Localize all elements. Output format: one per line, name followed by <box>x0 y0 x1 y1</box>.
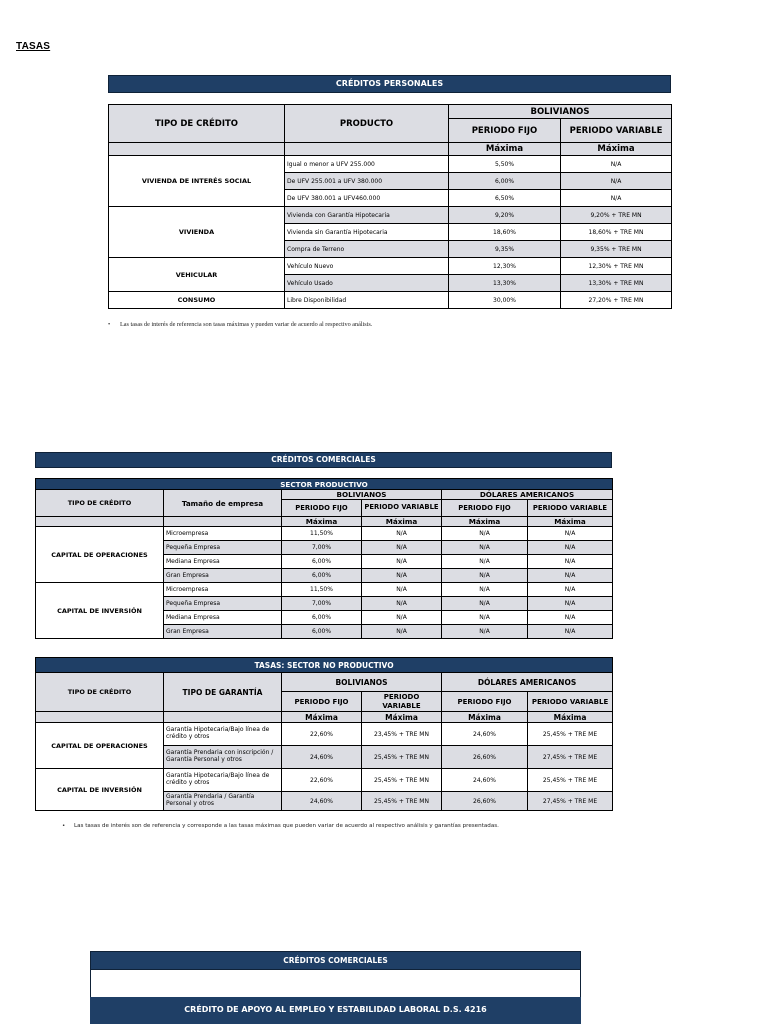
rate-variable-cell: 18,60% + TRE MN <box>561 224 672 241</box>
rate-cell: 6,00% <box>282 569 362 583</box>
rate-cell: N/A <box>442 569 528 583</box>
rate-variable-cell: 13,30% + TRE MN <box>561 275 672 292</box>
rate-cell: 24,60% <box>282 746 362 769</box>
rate-cell: N/A <box>362 597 442 611</box>
page-title: TASAS <box>16 41 51 52</box>
note-text: Las tasas de interés de referencia son tasas máximas y pueden variar de acuerdo al respectivo análisis. <box>120 321 373 328</box>
rate-cell: 25,45% + TRE MN <box>362 792 442 811</box>
rate-fijo-cell: 12,30% <box>449 258 561 275</box>
header-periodo-fijo-bs: PERIODO FIJO <box>282 692 362 712</box>
rate-fijo-cell: 9,35% <box>449 241 561 258</box>
guarantee-cell: Garantía Hipotecaria/Bajo línea de crédito y otros <box>164 723 282 746</box>
bullet-icon: • <box>62 823 66 829</box>
rate-cell: 7,00% <box>282 597 362 611</box>
rate-fijo-cell: 30,00% <box>449 292 561 309</box>
header-tipo-garantia: TIPO DE GARANTÍA <box>164 673 282 712</box>
header-bolivianos: BOLIVIANOS <box>282 490 442 500</box>
rate-cell: 23,45% + TRE MN <box>362 723 442 746</box>
header-tamano-empresa: Tamaño de empresa <box>164 490 282 517</box>
productive-sector-table <box>35 478 613 639</box>
rate-cell: 26,60% <box>442 746 528 769</box>
productive-sector-subbanner: SECTOR PRODUCTIVO <box>36 479 613 490</box>
rate-cell: 25,45% + TRE MN <box>362 746 442 769</box>
header-maxima: Máxima <box>442 517 528 527</box>
commercial-credits-banner: CRÉDITOS COMERCIALES <box>35 452 612 468</box>
rate-cell: N/A <box>442 583 528 597</box>
rate-cell: 24,60% <box>442 723 528 746</box>
rate-cell: N/A <box>528 611 613 625</box>
rate-cell: N/A <box>442 527 528 541</box>
rate-cell: 22,60% <box>282 723 362 746</box>
non-productive-sector-table <box>35 657 613 811</box>
rate-variable-cell: 12,30% + TRE MN <box>561 258 672 275</box>
header-periodo-variable-bs: PERIODO VARIABLE <box>362 692 442 712</box>
commercial-credits-banner-2: CRÉDITOS COMERCIALES <box>90 951 581 970</box>
product-cell: Vivienda con Garantía Hipotecaria <box>285 207 449 224</box>
product-cell: Libre Disponibilidad <box>285 292 449 309</box>
product-cell: De UFV 380.001 a UFV460.000 <box>285 190 449 207</box>
product-cell: Vivienda sin Garantía Hipotecaria <box>285 224 449 241</box>
header-tipo-credito: TIPO DE CRÉDITO <box>109 105 285 143</box>
company-size-cell: Gran Empresa <box>164 569 282 583</box>
rate-variable-cell: 9,20% + TRE MN <box>561 207 672 224</box>
header-periodo-fijo-us: PERIODO FIJO <box>442 692 528 712</box>
rate-cell: 24,60% <box>442 769 528 792</box>
note-text: Las tasas de interés son de referencia y corresponde a las tasas máximas que pueden variar de acuerdo al respectivo análisis y garantías presentadas. <box>74 823 499 829</box>
rate-cell: N/A <box>528 555 613 569</box>
company-size-cell: Microempresa <box>164 583 282 597</box>
rate-cell: N/A <box>442 541 528 555</box>
header-periodo-fijo: PERIODO FIJO <box>449 119 561 143</box>
header-periodo-variable-bs: PERIODO VARIABLE <box>362 500 442 517</box>
rate-fijo-cell: 6,00% <box>449 173 561 190</box>
rate-cell: N/A <box>362 555 442 569</box>
header-dolares: DÓLARES AMERICANOS <box>442 490 613 500</box>
group-capital-inversion: CAPITAL DE INVERSIÓN <box>36 583 164 639</box>
product-cell: Igual o menor a UFV 255.000 <box>285 156 449 173</box>
company-size-cell: Microempresa <box>164 527 282 541</box>
employment-credit-box <box>90 951 581 1024</box>
personal-credits-banner: CRÉDITOS PERSONALES <box>108 75 671 93</box>
group-capital-operaciones: CAPITAL DE OPERACIONES <box>36 723 164 769</box>
personal-credits-note <box>108 321 372 328</box>
personal-credits-table <box>108 104 672 309</box>
header-maxima: Máxima <box>442 712 528 723</box>
rate-cell: N/A <box>362 527 442 541</box>
rate-variable-cell: N/A <box>561 156 672 173</box>
header-maxima: Máxima <box>362 712 442 723</box>
header-maxima: Máxima <box>282 517 362 527</box>
rate-cell: 25,45% + TRE MN <box>362 769 442 792</box>
company-size-cell: Mediana Empresa <box>164 555 282 569</box>
product-cell: De UFV 255.001 a UFV 380.000 <box>285 173 449 190</box>
header-maxima-variable: Máxima <box>561 143 672 156</box>
rate-cell: N/A <box>362 541 442 555</box>
rate-cell: 25,45% + TRE ME <box>528 769 613 792</box>
group-consumo: CONSUMO <box>109 292 285 309</box>
rate-variable-cell: 27,20% + TRE MN <box>561 292 672 309</box>
header-maxima: Máxima <box>528 712 613 723</box>
rate-cell: N/A <box>528 597 613 611</box>
rate-cell: 27,45% + TRE ME <box>528 792 613 811</box>
rate-cell: 6,00% <box>282 611 362 625</box>
company-size-cell: Gran Empresa <box>164 625 282 639</box>
group-vivienda: VIVIENDA <box>109 207 285 258</box>
header-periodo-fijo-bs: PERIODO FIJO <box>282 500 362 517</box>
header-periodo-variable-us: PERIODO VARIABLE <box>528 692 613 712</box>
employment-credit-banner: CRÉDITO DE APOYO AL EMPLEO Y ESTABILIDAD LABORAL D.S. 4216 <box>90 997 581 1024</box>
rate-cell: N/A <box>442 597 528 611</box>
rate-cell: 6,00% <box>282 625 362 639</box>
group-capital-operaciones: CAPITAL DE OPERACIONES <box>36 527 164 583</box>
header-maxima-fijo: Máxima <box>449 143 561 156</box>
guarantee-cell: Garantía Prendaria / Garantía Personal y otros <box>164 792 282 811</box>
header-periodo-fijo-us: PERIODO FIJO <box>442 500 528 517</box>
rate-cell: N/A <box>442 625 528 639</box>
rate-cell: 26,60% <box>442 792 528 811</box>
header-tipo-credito: TIPO DE CRÉDITO <box>36 490 164 517</box>
company-size-cell: Pequeña Empresa <box>164 541 282 555</box>
rate-fijo-cell: 18,60% <box>449 224 561 241</box>
group-capital-inversion: CAPITAL DE INVERSIÓN <box>36 769 164 811</box>
product-cell: Compra de Terreno <box>285 241 449 258</box>
rate-fijo-cell: 5,50% <box>449 156 561 173</box>
non-productive-sector-banner: TASAS: SECTOR NO PRODUCTIVO <box>36 658 613 673</box>
header-dolares: DÓLARES AMERICANOS <box>442 673 613 692</box>
header-bolivianos: BOLIVIANOS <box>282 673 442 692</box>
product-cell: Vehículo Nuevo <box>285 258 449 275</box>
guarantee-cell: Garantía Hipotecaria/Bajo línea de crédito y otros <box>164 769 282 792</box>
company-size-cell: Mediana Empresa <box>164 611 282 625</box>
rate-cell: 24,60% <box>282 792 362 811</box>
rate-cell: N/A <box>442 611 528 625</box>
company-size-cell: Pequeña Empresa <box>164 597 282 611</box>
rate-variable-cell: 9,35% + TRE MN <box>561 241 672 258</box>
rate-cell: N/A <box>528 569 613 583</box>
rate-fijo-cell: 6,50% <box>449 190 561 207</box>
rate-cell: N/A <box>528 541 613 555</box>
rate-cell: N/A <box>528 583 613 597</box>
header-periodo-variable: PERIODO VARIABLE <box>561 119 672 143</box>
rate-cell: 25,45% + TRE ME <box>528 723 613 746</box>
rate-cell: 27,45% + TRE ME <box>528 746 613 769</box>
commercial-credits-note <box>62 823 499 829</box>
rate-variable-cell: N/A <box>561 190 672 207</box>
header-bolivianos: BOLIVIANOS <box>449 105 672 119</box>
bullet-icon: • <box>108 321 111 328</box>
group-vehicular: VEHICULAR <box>109 258 285 292</box>
rate-cell: N/A <box>362 583 442 597</box>
product-cell: Vehículo Usado <box>285 275 449 292</box>
rate-cell: N/A <box>362 625 442 639</box>
header-tipo-credito: TIPO DE CRÉDITO <box>36 673 164 712</box>
rate-cell: N/A <box>362 569 442 583</box>
rate-cell: 7,00% <box>282 541 362 555</box>
header-producto: PRODUCTO <box>285 105 449 143</box>
guarantee-cell: Garantía Prendaria con inscripción / Garantía Personal y otros <box>164 746 282 769</box>
rate-cell: N/A <box>528 625 613 639</box>
rate-fijo-cell: 13,30% <box>449 275 561 292</box>
rate-cell: 22,60% <box>282 769 362 792</box>
header-maxima: Máxima <box>282 712 362 723</box>
rate-variable-cell: N/A <box>561 173 672 190</box>
rate-cell: 11,50% <box>282 583 362 597</box>
header-maxima: Máxima <box>362 517 442 527</box>
rate-cell: 6,00% <box>282 555 362 569</box>
rate-cell: N/A <box>362 611 442 625</box>
rate-cell: 11,50% <box>282 527 362 541</box>
group-vivienda-interes-social: VIVIENDA DE INTERÉS SOCIAL <box>109 156 285 207</box>
rate-cell: N/A <box>528 527 613 541</box>
rate-fijo-cell: 9,20% <box>449 207 561 224</box>
header-periodo-variable-us: PERIODO VARIABLE <box>528 500 613 517</box>
rate-cell: N/A <box>442 555 528 569</box>
header-maxima: Máxima <box>528 517 613 527</box>
